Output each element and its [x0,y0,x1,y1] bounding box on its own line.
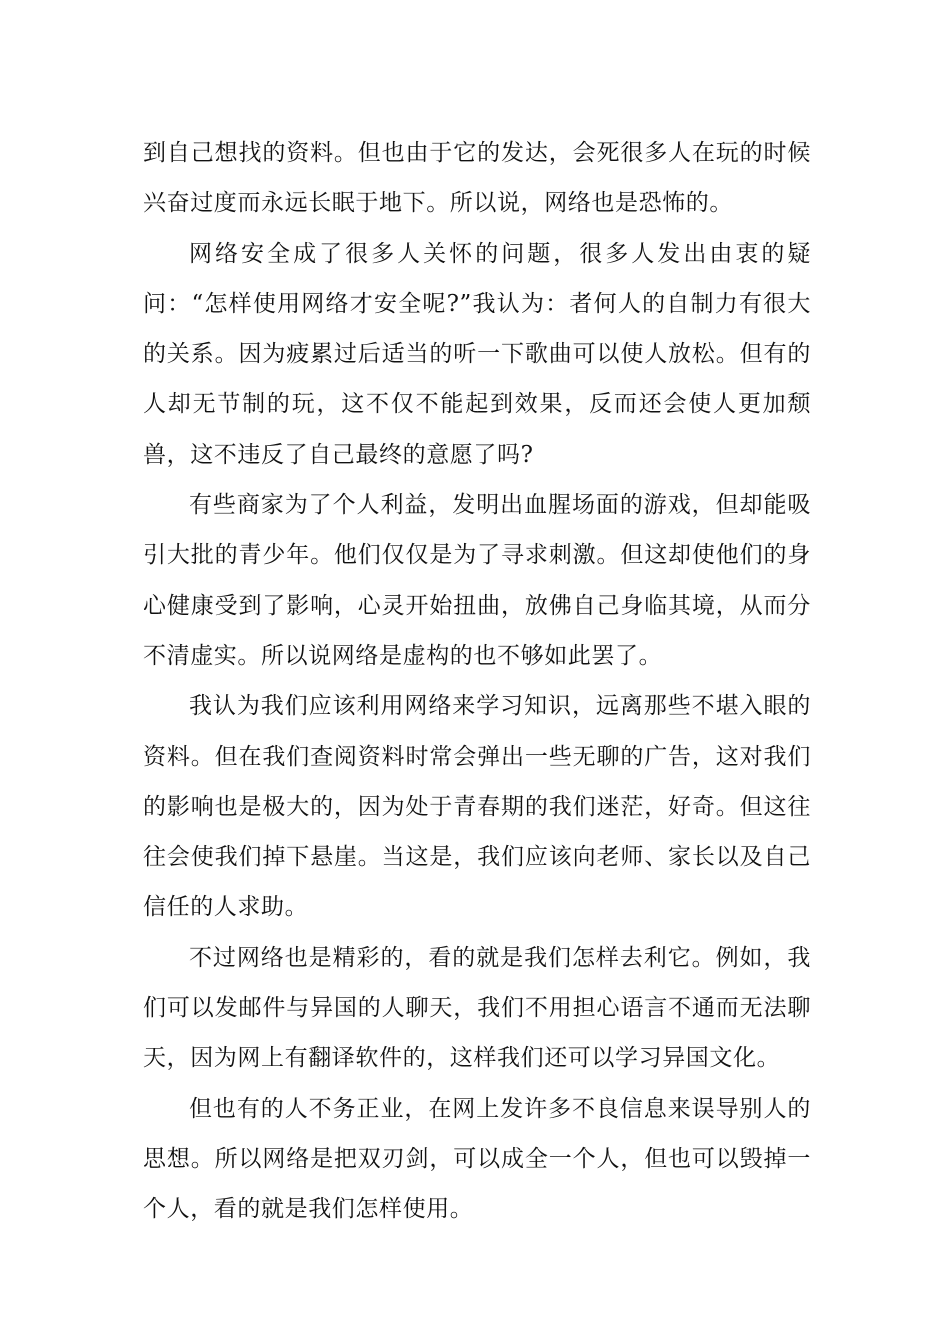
paragraph-4: 我认为我们应该利用网络来学习知识，远离那些不堪入眼的资料。但在我们查阅资料时常会弹出一些无聊的广告，这对我们的影响也是极大的，因为处于青春期的我们迷茫，好奇。但这往往会使我们掉下悬崖。当这是，我们应该向老师、家长以及自己信任的人求助。 [143,693,811,921]
paragraph-5: 不过网络也是精彩的，看的就是我们怎样去利它。例如，我们可以发邮件与异国的人聊天，我们不用担心语言不通而无法聊天，因为网上有翻译软件的，这样我们还可以学习异国文化。 [143,944,811,1072]
essay-body [143,128,811,1235]
paragraph-2: 网络安全成了很多人关怀的问题，很多人发出由衷的疑问：“怎样使用网络才安全呢?”我认为：者何人的自制力有很大的关系。因为疲累过后适当的听一下歌曲可以使人放松。但有的人却无节制的玩，这不仅不能起到效果，反而还会使人更加颓兽，这不违反了自己最终的意愿了吗? [143,240,811,468]
paragraph-6: 但也有的人不务正业，在网上发许多不良信息来误导别人的思想。所以网络是把双刃剑，可以成全一个人，但也可以毁掉一个人，看的就是我们怎样使用。 [143,1095,811,1223]
paragraph-3: 有些商家为了个人利益，发明出血腥场面的游戏，但却能吸引大批的青少年。他们仅仅是为了寻求刺激。但这却使他们的身心健康受到了影响，心灵开始扭曲，放佛自己身临其境，从而分不清虚实。所以说网络是虚构的也不够如此罢了。 [143,492,811,669]
paragraph-1: 到自己想找的资料。但也由于它的发达，会死很多人在玩的时候兴奋过度而永远长眠于地下。所以说，网络也是恐怖的。 [143,140,811,217]
